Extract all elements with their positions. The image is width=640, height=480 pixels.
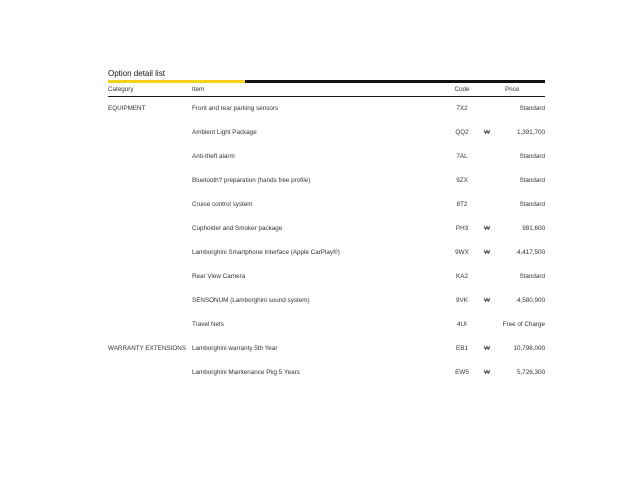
option-table-body — [108, 97, 545, 385]
header-price: Price — [505, 85, 520, 93]
price-cell: 10,798,000 — [513, 345, 545, 352]
header-category: Category — [108, 85, 134, 93]
table-row — [108, 169, 545, 193]
item-cell: Lamborghini Smartphone Interface (Apple CarPlay®) — [192, 249, 340, 256]
price-cell: 1,391,700 — [516, 129, 545, 136]
table-row — [108, 241, 545, 265]
table-row — [108, 145, 545, 169]
code-cell: 4UI — [457, 321, 467, 328]
price-cell: Standard — [519, 273, 545, 280]
table-row — [108, 289, 545, 313]
price-cell: 4,580,900 — [516, 297, 545, 304]
category-cell: EQUIPMENT — [108, 105, 146, 112]
table-row — [108, 97, 545, 121]
item-cell: Ambient Light Package — [192, 129, 257, 136]
currency-cell: ₩ — [484, 369, 490, 376]
code-cell: EB1 — [456, 345, 468, 352]
code-cell: QQ2 — [455, 129, 469, 136]
price-cell: Standard — [519, 177, 545, 184]
table-header — [108, 83, 545, 97]
item-cell: Cupholder and Smoker package — [192, 225, 283, 232]
price-cell: 5,726,300 — [516, 369, 545, 376]
currency-cell: ₩ — [484, 297, 490, 304]
header-item: Item — [192, 85, 205, 93]
page-title: Option detail list — [108, 69, 165, 78]
currency-cell: ₩ — [484, 225, 490, 232]
code-cell: KA2 — [456, 273, 468, 280]
item-cell: Cruise control system — [192, 201, 253, 208]
code-cell: 8T2 — [456, 201, 468, 208]
code-cell: 9VK — [456, 297, 468, 304]
item-cell: Lamborghini Maintenance Pkg 5 Years — [192, 369, 300, 376]
code-cell: EW5 — [455, 369, 469, 376]
price-cell: 981,600 — [522, 225, 545, 232]
item-cell: SENSONUM (Lamborghini sound system) — [192, 297, 310, 304]
item-cell: Bluetooth? preparation (hands free profile) — [192, 177, 311, 184]
item-cell: Front and rear parking sensors — [192, 105, 279, 112]
table-row — [108, 121, 545, 145]
item-cell: Anti-theft alarm — [192, 153, 235, 160]
table-row — [108, 193, 545, 217]
code-cell: 7AL — [456, 153, 468, 160]
price-cell: Standard — [519, 105, 545, 112]
currency-cell: ₩ — [484, 345, 490, 352]
table-row — [108, 337, 545, 361]
price-cell: Standard — [519, 153, 545, 160]
table-row — [108, 313, 545, 337]
code-cell: 9ZX — [456, 177, 468, 184]
code-cell: 9WX — [455, 249, 469, 256]
table-row — [108, 361, 545, 385]
table-row — [108, 217, 545, 241]
option-detail-sheet — [108, 68, 545, 385]
price-cell: 4,417,500 — [516, 249, 545, 256]
category-cell: WARRANTY EXTENSIONS — [108, 345, 187, 352]
code-cell: PH3 — [455, 225, 469, 232]
currency-cell: ₩ — [484, 129, 490, 136]
item-cell: Rear View Camera — [192, 273, 246, 280]
table-row — [108, 265, 545, 289]
header-code: Code — [454, 85, 470, 93]
item-cell: Travel Nets — [192, 321, 224, 328]
currency-cell: ₩ — [484, 249, 490, 256]
item-cell: Lamborghini warranty 5th Year — [192, 345, 278, 352]
price-cell: Standard — [519, 201, 545, 208]
price-cell: Free of Charge — [502, 321, 545, 328]
code-cell: 7X2 — [456, 105, 468, 112]
